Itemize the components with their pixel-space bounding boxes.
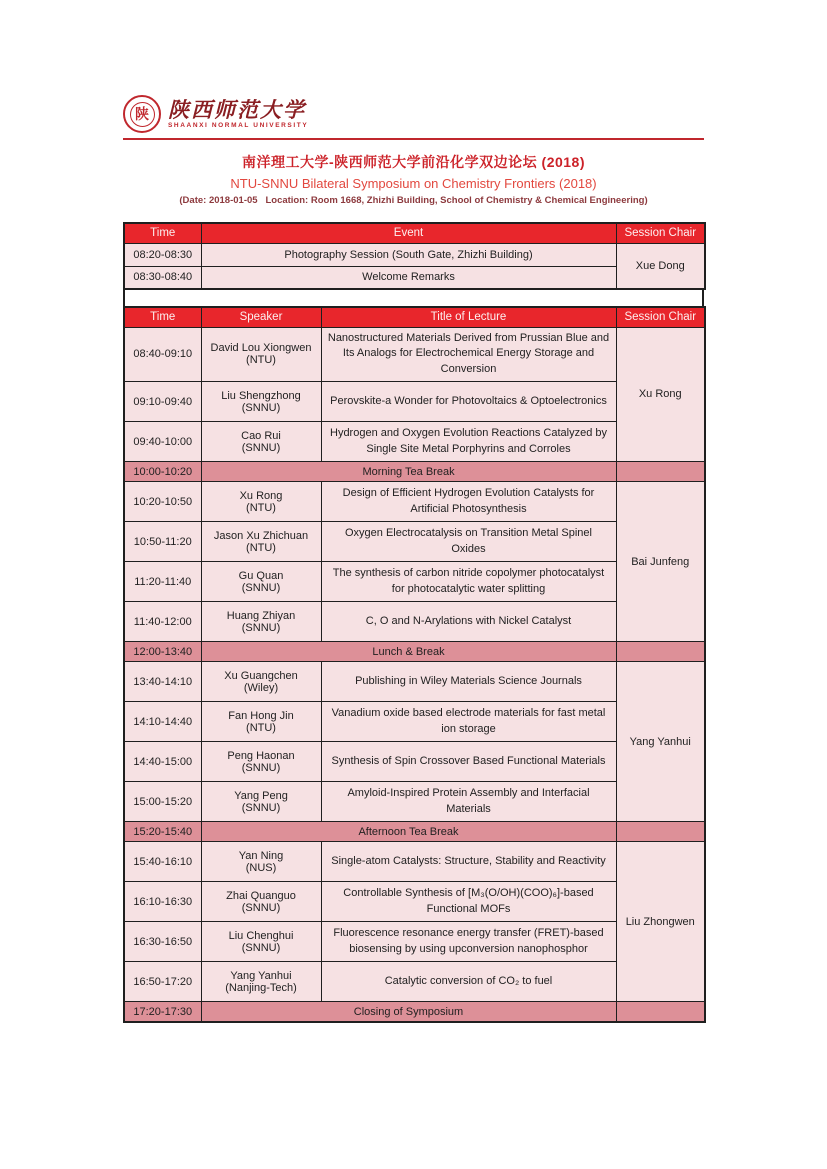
time-cell: 15:20-15:40: [124, 822, 201, 842]
break-chair-empty-cell: [616, 822, 705, 842]
speaker-cell: [201, 842, 321, 882]
speaker-cell: [201, 742, 321, 782]
speaker-name: Yang Peng: [234, 789, 288, 802]
lecture-title-cell: Oxygen Electrocatalysis on Transition Metal Spinel Oxides: [321, 522, 616, 562]
lecture-title-cell: Catalytic conversion of CO₂ to fuel: [321, 962, 616, 1002]
break-row: [124, 642, 705, 662]
university-name-cn: 陕西师范大学: [168, 97, 306, 122]
speaker-cell: [201, 602, 321, 642]
speaker-name: Fan Hong Jin: [228, 709, 294, 722]
time-cell: 08:30-08:40: [124, 266, 201, 289]
university-logo: [123, 93, 704, 135]
speaker-affiliation: (SNNU): [241, 801, 281, 814]
speaker-affiliation: (NUS): [245, 861, 277, 874]
speaker-name: Yan Ning: [238, 849, 284, 862]
time-cell: 11:20-11:40: [124, 562, 201, 602]
speaker-affiliation: (SNNU): [241, 401, 281, 414]
speaker-cell: [201, 662, 321, 702]
lecture-title-cell: Controllable Synthesis of [M₃(O/OH)(COO)₆]-based Functional MOFs: [321, 882, 616, 922]
break-chair-empty-cell: [616, 1002, 705, 1022]
time-cell: 16:50-17:20: [124, 962, 201, 1002]
talk-row: [124, 327, 705, 382]
time-cell: 08:20-08:30: [124, 243, 201, 266]
table-spacer: [123, 290, 704, 306]
speaker-affiliation: (Nanjing-Tech): [225, 981, 297, 994]
break-row: [124, 462, 705, 482]
lecture-title-cell: C, O and N-Arylations with Nickel Catalyst: [321, 602, 616, 642]
lecture-title-cell: Hydrogen and Oxygen Evolution Reactions Catalyzed by Single Site Metal Porphyrins and Corroles: [321, 422, 616, 462]
lecture-title-cell: Perovskite-a Wonder for Photovoltaics & Optoelectronics: [321, 382, 616, 422]
opening-column-header-2: Session Chair: [616, 223, 705, 243]
speaker-name: David Lou Xiongwen: [210, 342, 312, 355]
break-row: [124, 1002, 705, 1022]
lecture-title-cell: Nanostructured Materials Derived from Prussian Blue and Its Analogs for Electrochemical Energy Storage and Conversion: [321, 327, 616, 382]
speaker-affiliation: (SNNU): [241, 761, 281, 774]
time-cell: 10:00-10:20: [124, 462, 201, 482]
lecture-table-header-row: [124, 307, 705, 327]
lecture-title-cell: Publishing in Wiley Materials Science Journals: [321, 662, 616, 702]
lecture-title-cell: Synthesis of Spin Crossover Based Functional Materials: [321, 742, 616, 782]
symposium-title-chinese: 南洋理工大学-陕西师范大学前沿化学双边论坛 (2018): [241, 154, 586, 170]
opening-column-header-1: Event: [201, 223, 616, 243]
speaker-name: Yang Yanhui: [230, 969, 292, 982]
time-cell: 13:40-14:10: [124, 662, 201, 702]
time-cell: 09:40-10:00: [124, 422, 201, 462]
event-cell: Photography Session (South Gate, Zhizhi Building): [201, 243, 616, 266]
university-name-en: SHAANXI NORMAL UNIVERSITY: [168, 122, 309, 130]
speaker-name: Cao Rui: [241, 429, 281, 442]
speaker-affiliation: (NTU): [246, 721, 276, 734]
break-chair-empty-cell: [616, 642, 705, 662]
lecture-schedule-table: [123, 306, 706, 1023]
lecture-title-cell: Single-atom Catalysts: Structure, Stability and Reactivity: [321, 842, 616, 882]
lecture-table-body: [124, 327, 705, 1022]
speaker-cell: [201, 327, 321, 382]
document-page: [123, 93, 704, 1023]
time-cell: 08:40-09:10: [124, 327, 201, 382]
lecture-column-header-2: Title of Lecture: [321, 307, 616, 327]
speaker-affiliation: (SNNU): [241, 621, 281, 634]
time-cell: 15:00-15:20: [124, 782, 201, 822]
speaker-name: Liu Shengzhong: [221, 389, 301, 402]
date-location-line: (Date: 2018-01-05 Location: Room 1668, Zhizhi Building, School of Chemistry & Chemical Engineering): [179, 195, 648, 206]
break-label-cell: Morning Tea Break: [201, 462, 616, 482]
time-cell: 10:20-10:50: [124, 482, 201, 522]
speaker-name: Xu Rong: [239, 489, 283, 502]
speaker-name: Gu Quan: [238, 569, 284, 582]
break-row: [124, 822, 705, 842]
lecture-title-cell: Vanadium oxide based electrode materials for fast metal ion storage: [321, 702, 616, 742]
lecture-column-header-3: Session Chair: [616, 307, 705, 327]
speaker-name: Jason Xu Zhichuan: [213, 529, 309, 542]
time-cell: 11:40-12:00: [124, 602, 201, 642]
speaker-affiliation: (SNNU): [241, 441, 281, 454]
time-cell: 16:10-16:30: [124, 882, 201, 922]
time-cell: 16:30-16:50: [124, 922, 201, 962]
session-chair-cell: Liu Zhongwen: [616, 842, 705, 1002]
time-cell: 17:20-17:30: [124, 1002, 201, 1022]
break-label-cell: Lunch & Break: [201, 642, 616, 662]
speaker-affiliation: (SNNU): [241, 941, 281, 954]
symposium-title-english: NTU-SNNU Bilateral Symposium on Chemistry Frontiers (2018): [230, 176, 597, 191]
opening-column-header-0: Time: [124, 223, 201, 243]
session-chair-cell: Yang Yanhui: [616, 662, 705, 822]
opening-table-row: [124, 243, 705, 266]
break-chair-empty-cell: [616, 462, 705, 482]
time-cell: 14:10-14:40: [124, 702, 201, 742]
lecture-title-cell: Fluorescence resonance energy transfer (FRET)-based biosensing by using upconversion nanophosphor: [321, 922, 616, 962]
speaker-affiliation: (Wiley): [243, 681, 279, 694]
time-cell: 12:00-13:40: [124, 642, 201, 662]
opening-table-header-row: [124, 223, 705, 243]
speaker-cell: [201, 922, 321, 962]
speaker-affiliation: (NTU): [246, 501, 276, 514]
speaker-name: Liu Chenghui: [228, 929, 294, 942]
speaker-cell: [201, 882, 321, 922]
speaker-cell: [201, 562, 321, 602]
session-chair-cell: Bai Junfeng: [616, 482, 705, 642]
speaker-name: Huang Zhiyan: [226, 609, 296, 622]
time-cell: 15:40-16:10: [124, 842, 201, 882]
event-cell: Welcome Remarks: [201, 266, 616, 289]
break-label-cell: Afternoon Tea Break: [201, 822, 616, 842]
talk-row: [124, 662, 705, 702]
speaker-affiliation: (SNNU): [241, 901, 281, 914]
time-cell: 09:10-09:40: [124, 382, 201, 422]
session-chair-cell: Xu Rong: [616, 327, 705, 462]
header-divider: [123, 138, 704, 140]
speaker-cell: [201, 702, 321, 742]
speaker-cell: [201, 422, 321, 462]
speaker-cell: [201, 382, 321, 422]
seal-character: 陕: [135, 106, 149, 122]
speaker-cell: [201, 782, 321, 822]
speaker-affiliation: (NTU): [246, 541, 276, 554]
opening-table-body: [124, 243, 705, 289]
speaker-name: Xu Guangchen: [224, 669, 298, 682]
time-cell: 10:50-11:20: [124, 522, 201, 562]
lecture-title-cell: Design of Efficient Hydrogen Evolution Catalysts for Artificial Photosynthesis: [321, 482, 616, 522]
university-seal-icon: [123, 95, 161, 133]
lecture-title-cell: Amyloid-Inspired Protein Assembly and Interfacial Materials: [321, 782, 616, 822]
speaker-cell: [201, 482, 321, 522]
speaker-cell: [201, 962, 321, 1002]
time-cell: 14:40-15:00: [124, 742, 201, 782]
speaker-name: Peng Haonan: [227, 749, 295, 762]
talk-row: [124, 842, 705, 882]
speaker-cell: [201, 522, 321, 562]
talk-row: [124, 482, 705, 522]
speaker-name: Zhai Quanguo: [226, 889, 296, 902]
break-label-cell: Closing of Symposium: [201, 1002, 616, 1022]
lecture-column-header-0: Time: [124, 307, 201, 327]
lecture-column-header-1: Speaker: [201, 307, 321, 327]
speaker-affiliation: (NTU): [246, 354, 276, 367]
speaker-affiliation: (SNNU): [241, 581, 281, 594]
session-chair-cell: Xue Dong: [616, 243, 705, 289]
lecture-title-cell: The synthesis of carbon nitride copolymer photocatalyst for photocatalytic water splitting: [321, 562, 616, 602]
opening-events-table: [123, 222, 706, 290]
